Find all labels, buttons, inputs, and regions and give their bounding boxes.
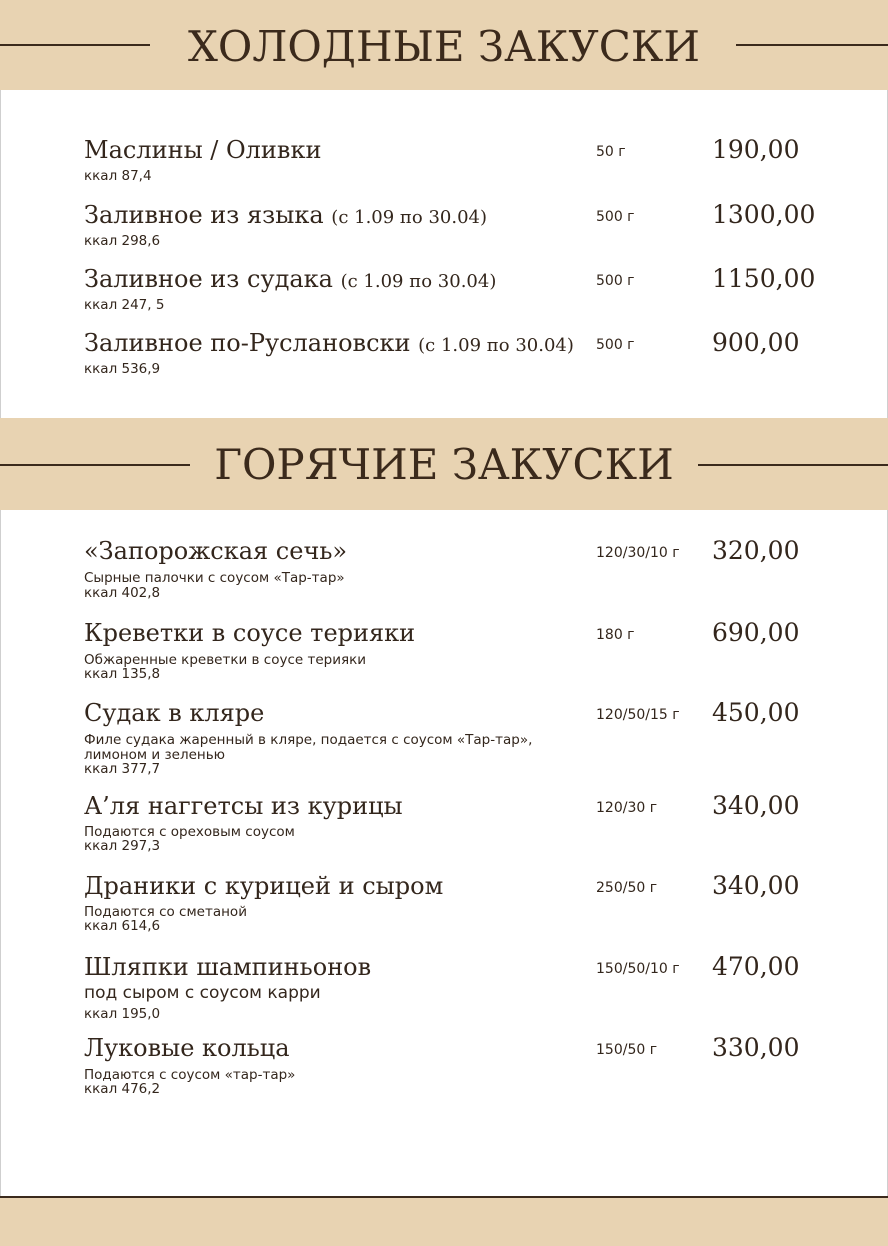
item-kcal: ккал 87,4	[84, 168, 152, 184]
item-title: Луковые кольца	[84, 1034, 290, 1062]
item-price: 690,00	[712, 618, 800, 647]
item-name	[84, 201, 487, 232]
item-description: Филе судака жаренный в кляре, подается с соусом «Тар-тар», лимоном и зеленью	[84, 732, 533, 763]
item-title: Креветки в соусе терияки	[84, 619, 416, 647]
item-kcal: ккал 536,9	[84, 361, 161, 377]
item-kcal: ккал 195,0	[84, 1006, 161, 1022]
item-price: 320,00	[712, 536, 800, 565]
item-description: Подаются с соусом «тар-тар»	[84, 1067, 296, 1083]
item-name	[84, 1034, 290, 1062]
footer-rule	[0, 1196, 888, 1198]
item-price: 470,00	[712, 952, 800, 981]
item-note: (с 1.09 по 30.04)	[418, 335, 574, 356]
item-kcal: ккал 377,7	[84, 761, 161, 777]
item-name	[84, 265, 496, 296]
item-weight: 150/50/10 г	[596, 961, 680, 977]
item-title: Заливное из судака	[84, 265, 333, 293]
item-description: Обжаренные креветки в соусе терияки	[84, 652, 367, 668]
item-weight: 150/50 г	[596, 1042, 658, 1058]
item-price: 340,00	[712, 871, 800, 900]
item-price: 450,00	[712, 698, 800, 727]
section-title-cold: ХОЛОДНЫЕ ЗАКУСКИ	[187, 22, 701, 71]
item-name	[84, 619, 415, 647]
item-name	[84, 792, 403, 820]
hot-appetizers-header-band	[0, 418, 888, 510]
item-title: «Запорожская сечь»	[84, 537, 348, 565]
item-description: Подаются с ореховым соусом	[84, 824, 295, 840]
item-name	[84, 329, 574, 360]
item-name	[84, 953, 371, 981]
section-title-hot: ГОРЯЧИЕ ЗАКУСКИ	[214, 440, 674, 489]
page-border-left	[0, 0, 1, 1246]
item-price: 330,00	[712, 1033, 800, 1062]
item-weight: 250/50 г	[596, 880, 658, 896]
item-title: А’ля наггетсы из курицы	[84, 792, 403, 820]
item-title: Шляпки шампиньонов	[84, 953, 372, 981]
item-kcal: ккал 476,2	[84, 1081, 161, 1097]
item-name	[84, 136, 321, 164]
item-title: Судак в кляре	[84, 699, 265, 727]
item-weight: 120/30/10 г	[596, 545, 680, 561]
item-price: 340,00	[712, 791, 800, 820]
item-weight: 500 г	[596, 273, 635, 289]
item-note: (с 1.09 по 30.04)	[331, 207, 488, 228]
item-kcal: ккал 298,6	[84, 233, 161, 249]
item-weight: 500 г	[596, 209, 635, 225]
item-weight: 500 г	[596, 337, 635, 353]
item-price: 190,00	[712, 135, 800, 164]
item-title: Заливное по-Руслановски	[84, 329, 411, 357]
item-kcal: ккал 247, 5	[84, 297, 165, 313]
item-description: под сыром с соусом карри	[84, 983, 321, 1003]
item-title: Драники с курицей и сыром	[84, 872, 444, 900]
item-title: Маслины / Оливки	[84, 136, 322, 164]
item-description: Подаются со сметаной	[84, 904, 247, 920]
item-kcal: ккал 135,8	[84, 666, 161, 682]
item-title: Заливное из языка	[84, 201, 324, 229]
item-kcal: ккал 614,6	[84, 918, 161, 934]
item-price: 1300,00	[712, 200, 816, 229]
item-kcal: ккал 402,8	[84, 585, 161, 601]
item-name	[84, 699, 264, 727]
footer-band	[0, 1196, 888, 1246]
item-description: Сырные палочки с соусом «Тар-тар»	[84, 570, 345, 586]
item-kcal: ккал 297,3	[84, 838, 161, 854]
item-name	[84, 537, 347, 565]
item-price: 1150,00	[712, 264, 816, 293]
item-weight: 180 г	[596, 627, 635, 643]
item-note: (с 1.09 по 30.04)	[340, 271, 497, 292]
item-weight: 120/50/15 г	[596, 707, 680, 723]
item-name	[84, 872, 443, 900]
item-weight: 50 г	[596, 144, 626, 160]
item-price: 900,00	[712, 328, 800, 357]
item-weight: 120/30 г	[596, 800, 658, 816]
cold-appetizers-header-band	[0, 0, 888, 90]
